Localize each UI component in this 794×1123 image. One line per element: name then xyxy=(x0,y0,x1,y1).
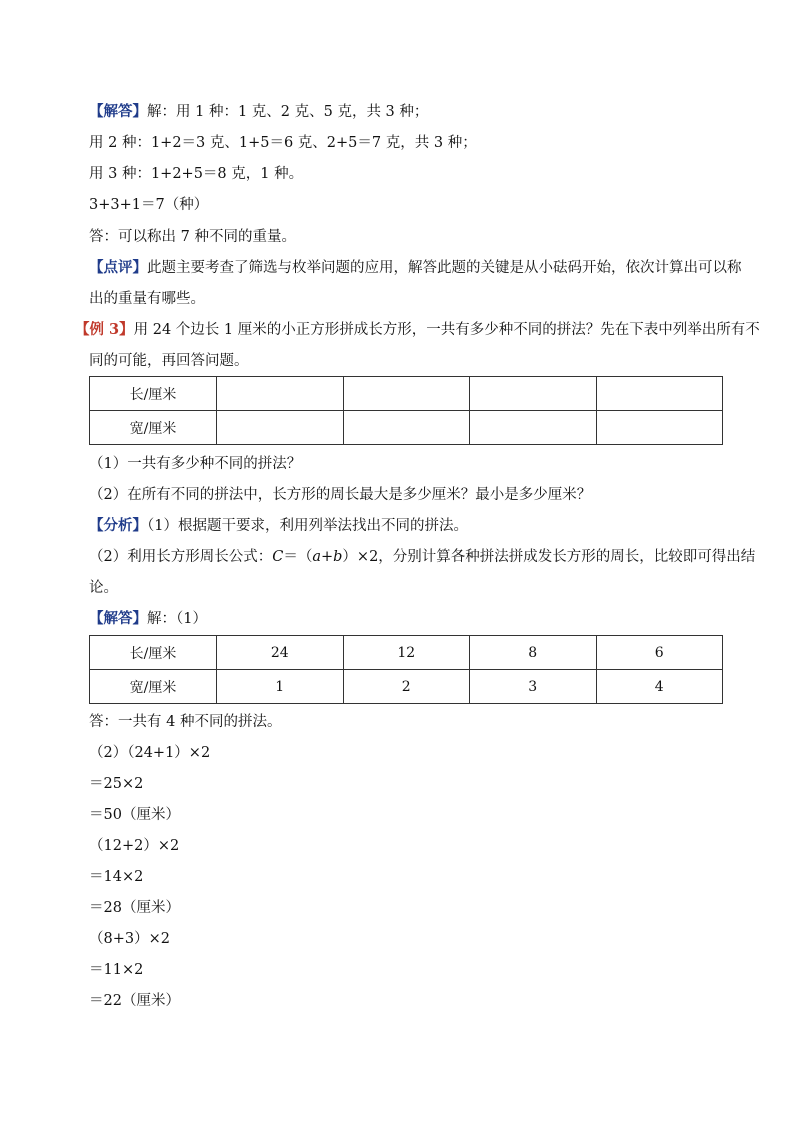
question-2: （2）在所有不同的拼法中，长方形的周长最大是多少厘米？最小是多少厘米？ xyxy=(89,487,592,503)
table-cell xyxy=(470,411,597,445)
filled-table xyxy=(89,635,723,704)
calc-line: ＝14×2 xyxy=(89,869,144,885)
calc-line: ＝25×2 xyxy=(89,776,144,792)
example-line-1 xyxy=(75,320,760,340)
table-header-length: 长/厘米 xyxy=(90,636,217,670)
table-cell: 4 xyxy=(596,670,723,704)
table-row xyxy=(90,670,723,704)
calc-line: ＝22（厘米） xyxy=(89,993,180,1009)
table-header-width: 宽/厘米 xyxy=(90,411,217,445)
calc-line: ＝28（厘米） xyxy=(89,900,180,916)
table-cell xyxy=(217,377,344,411)
review-text: 此题主要考查了筛选与枚举问题的应用，解答此题的关键是从小砝码开始，依次计算出可以称 xyxy=(147,260,742,276)
table-cell xyxy=(217,411,344,445)
example-line-2: 同的可能，再回答问题。 xyxy=(89,353,249,369)
formula-variables-ab: a+b xyxy=(312,549,343,565)
solution2-text: 解：（1） xyxy=(147,611,207,627)
table-cell: 24 xyxy=(217,636,344,670)
example-text: 用 24 个边长 1 厘米的小正方形拼成长方形，一共有多少种不同的拼法？先在下表中列举出所有不 xyxy=(133,322,760,338)
solution-answer: 答：可以称出 7 种不同的重量。 xyxy=(89,229,296,245)
solution2-tag: 【解答】 xyxy=(89,610,147,627)
table-cell: 3 xyxy=(470,670,597,704)
table-cell: 6 xyxy=(596,636,723,670)
formula-equals: ＝（ xyxy=(283,549,313,565)
calc-line: ＝11×2 xyxy=(89,962,144,978)
table-cell xyxy=(470,377,597,411)
analysis-line-1 xyxy=(89,516,468,536)
solution2-line-1 xyxy=(89,609,207,629)
solution-text: 解：用 1 种：1 克、2 克、5 克，共 3 种； xyxy=(147,104,429,120)
question-1: （1）一共有多少种不同的拼法？ xyxy=(89,456,302,472)
analysis-line-3: 论。 xyxy=(89,580,118,596)
table-cell: 2 xyxy=(343,670,470,704)
analysis-formula-intro: （2）利用长方形周长公式： xyxy=(89,549,273,565)
formula-variable-c: C xyxy=(272,549,284,565)
table-header-width: 宽/厘米 xyxy=(90,670,217,704)
solution-line-3: 用 3 种：1+2+5＝8 克，1 种。 xyxy=(89,166,304,182)
review-tag: 【点评】 xyxy=(89,259,147,276)
calc-line: （12+2）×2 xyxy=(89,838,180,854)
example-tag: 【例 3】 xyxy=(75,321,134,338)
analysis-text: （1）根据题干要求，利用列举法找出不同的拼法。 xyxy=(147,518,468,534)
analysis-line-2 xyxy=(89,547,755,567)
solution-line-1 xyxy=(89,102,428,122)
table-cell: 1 xyxy=(217,670,344,704)
solution-tag: 【解答】 xyxy=(89,103,147,120)
solution-line-4: 3+3+1＝7（种） xyxy=(89,197,209,213)
answer-line: 答：一共有 4 种不同的拼法。 xyxy=(89,714,282,730)
table-cell xyxy=(596,377,723,411)
table-cell: 8 xyxy=(470,636,597,670)
table-header-length: 长/厘米 xyxy=(90,377,217,411)
analysis-tag: 【分析】 xyxy=(89,517,147,534)
analysis-formula-rest: ）×2，分别计算各种拼法拼成发长方形的周长，比较即可得出结 xyxy=(342,549,756,565)
review-line-1 xyxy=(89,258,742,278)
table-cell: 12 xyxy=(343,636,470,670)
table-cell xyxy=(343,411,470,445)
review-line-2: 出的重量有哪些。 xyxy=(89,291,205,307)
empty-table xyxy=(89,376,723,445)
calc-line: ＝50（厘米） xyxy=(89,807,180,823)
table-row xyxy=(90,636,723,670)
table-row xyxy=(90,377,723,411)
calc-line: （8+3）×2 xyxy=(89,931,170,947)
solution-line-2: 用 2 种：1+2＝3 克、1+5＝6 克、2+5＝7 克，共 3 种； xyxy=(89,135,477,151)
calc-line: （2）（24+1）×2 xyxy=(89,745,211,761)
table-cell xyxy=(596,411,723,445)
table-cell xyxy=(343,377,470,411)
table-row xyxy=(90,411,723,445)
